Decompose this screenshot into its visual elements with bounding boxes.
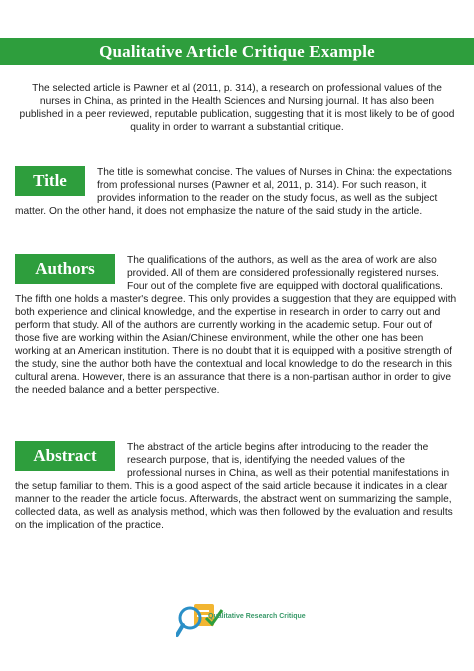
section-text-title: The title is somewhat concise. The values of Nurses in China: the expectations from professional nurses (Pawner et al, 2011, p. 314). For such reason, it provides information to the reader on the study focus, as well as the subject matter. On the other hand, it does not emphasize the nature of the said study in the article. [15,167,452,217]
section-text-abstract: The abstract of the article begins after introducing to the reader the research purpose, that is, identifying the needed values of the professional nurses in China, as well as their potential manifestations in the setup familiar to them. This is a good aspect of the said article because it indicates in a clear manner to the reader the article focus. Afterwards, the abstract went on summarizing the sample, collected data, as well as analysis method, which was then followed by the evaluation and results on the implication of the practice. [15,442,453,531]
section-label-title: Title [15,166,85,196]
section-abstract [15,441,458,532]
intro-paragraph: The selected article is Pawner et al (2011, p. 314), a research on professional values of the nurses in China, as printed in the Health Sciences and Nursing journal. It has also been published in a peer reviewed, reputable publication, suggesting that it is most likely to be of good quality in order to warrant a substantial critique. [19,83,455,133]
title-banner [0,38,474,65]
section-authors [15,254,458,397]
section-title [15,166,458,218]
section-text-authors: The qualifications of the authors, as well as the area of work are also provided. All of them are considered professionally registered nurses. Four out of the complete five are equipped with doctoral qualifications. The fifth one holds a master's degree. This only provides a suggestion that they are equipped with both experience and clinical knowledge, and the expertise in research in order to carry out and perform that study. All of the authors are currently working in the academic setup. Four out of those five are working within the Asian/Chinese environment, while the other one has been working at an American institution. There is no doubt that it is equipped with a positive strength of the study, sine the author both have the contextual and local knowledge to do the research in this cultural arena. However, there is an assurance that there is a non-partisan author in order to give the needed balance and a better perspective. [15,255,457,396]
logo-wordmark: Qualitative Research Critique [208,613,306,620]
section-label-abstract: Abstract [15,441,115,471]
page-title: Qualitative Article Critique Example [99,41,375,61]
section-label-authors: Authors [15,254,115,284]
